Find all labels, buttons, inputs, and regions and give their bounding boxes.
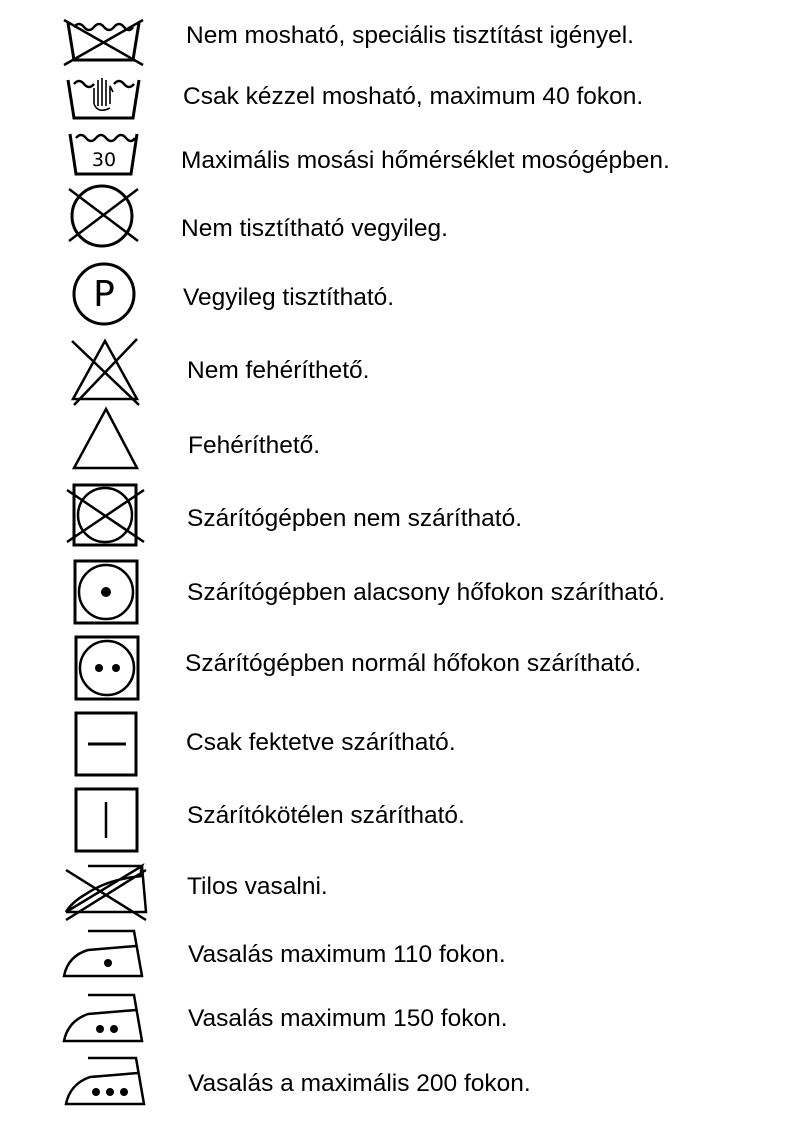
- care-symbol-label: Szárítógépben alacsony hőfokon szárítható.: [187, 579, 666, 606]
- care-symbol-label: Vasalás maximum 150 fokon.: [188, 1005, 508, 1032]
- care-symbol-label: Csak fektetve szárítható.: [186, 729, 456, 756]
- iron-low-icon: [60, 926, 150, 996]
- care-symbol-label: Szárítókötélen szárítható.: [187, 802, 465, 829]
- do-not-bleach-icon: [60, 337, 150, 407]
- dry-flat-icon: [60, 710, 150, 780]
- care-symbol-label: Fehéríthető.: [188, 432, 321, 459]
- care-symbol-label: Vasalás maximum 110 fokon.: [188, 941, 506, 968]
- dry-clean-p-icon: [60, 260, 150, 330]
- care-symbol-label: Tilos vasalni.: [187, 873, 328, 900]
- care-symbol-label: Maximális mosási hőmérséklet mosógépben.: [181, 147, 670, 174]
- wash-temperature-text: 30: [91, 149, 117, 171]
- care-symbol-label: Nem fehéríthető.: [187, 357, 370, 384]
- care-symbol-label: Szárítógépben normál hőfokon szárítható.: [185, 650, 642, 677]
- care-symbol-label: Nem mosható, speciális tisztítást igényel.: [186, 22, 634, 49]
- care-symbol-label: Szárítógépben nem szárítható.: [187, 505, 523, 532]
- bleach-icon: [60, 405, 150, 475]
- do-not-iron-icon: [60, 860, 150, 930]
- iron-high-icon: [60, 1054, 150, 1124]
- line-dry-icon: [60, 786, 150, 856]
- iron-medium-icon: [60, 991, 150, 1061]
- tumble-dry-low-icon: [60, 557, 150, 627]
- do-not-tumble-dry-icon: [60, 480, 150, 550]
- do-not-dry-clean-icon: [60, 183, 150, 253]
- care-symbol-label: Nem tisztítható vegyileg.: [181, 215, 448, 242]
- care-symbol-label: Csak kézzel mosható, maximum 40 fokon.: [183, 83, 644, 110]
- care-symbol-label: Vasalás a maximális 200 fokon.: [188, 1070, 531, 1097]
- tumble-dry-normal-icon: [60, 633, 150, 703]
- do-not-wash-icon: [60, 5, 150, 75]
- care-symbol-label: Vegyileg tisztítható.: [183, 284, 395, 311]
- dry-clean-letter: P: [93, 274, 115, 315]
